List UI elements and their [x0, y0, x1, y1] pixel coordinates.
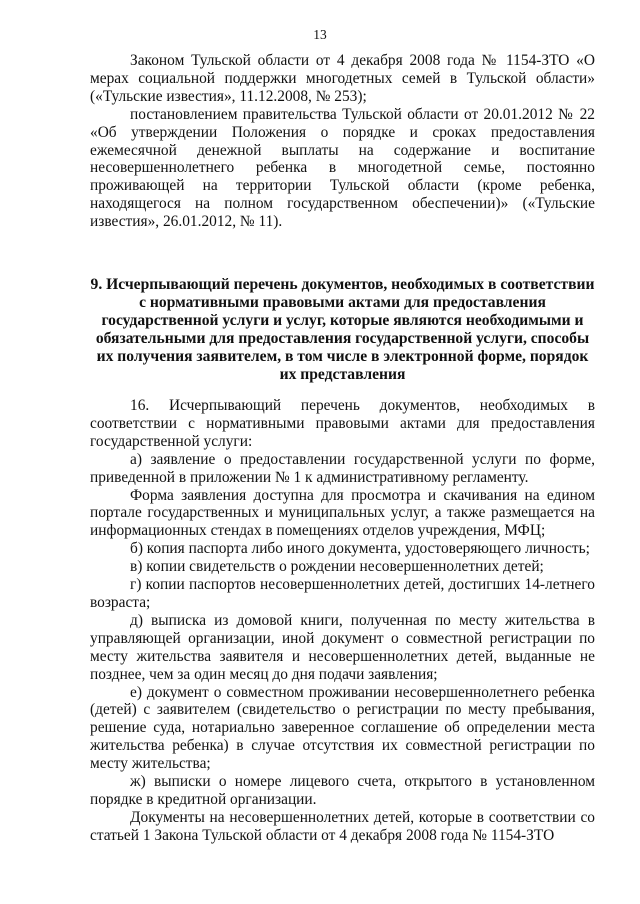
paragraph-item-b: б) копия паспорта либо иного документа, удостоверяющего личность; — [130, 540, 590, 558]
page-number: 13 — [313, 27, 327, 42]
paragraph-item-zh: ж) выписки о номере лицевого счета, открытого в установленном порядке в кредитной организации. — [90, 773, 595, 808]
paragraph-item-d: д) выписка из домовой книги, полученная по месту жительства в управляющей организации, иной документ о совместной регистрации по месту жительства заявителя и несовершеннолетних детей, выданные не позднее, чем за один месяц до дня подачи заявления; — [90, 611, 595, 683]
paragraph-item-16: 16. Исчерпывающий перечень документов, необходимых в соответствии с нормативными правовыми актами для предоставления государственной услуги: — [90, 397, 595, 450]
paragraph-item-e: е) документ о совместном проживании несовершеннолетнего ребенка (детей) с заявителем (свидетельство о регистрации по месту пребывания, решение суда, нотариально заверенное соглашение об определении места жительства ребенка) в случае отсутствия их совместной регистрации по месту жительства; — [90, 683, 595, 773]
paragraph-law-1154: Законом Тульской области от 4 декабря 2008 года № 1154-ЗТО «О мерах социальной поддержки многодетных семей в Тульской области» («Тульские известия», 11.12.2008, № 253); — [90, 52, 595, 105]
documents-list — [90, 397, 595, 845]
paragraph-item-v: в) копии свидетельств о рождении несовершеннолетних детей; — [130, 558, 544, 576]
paragraph-item-a: а) заявление о предоставлении государственной услуги по форме, приведенной в приложении № 1 к административному регламенту. — [90, 450, 595, 486]
paragraph-resolution-22: постановлением правительства Тульской области от 20.01.2012 № 22 «Об утверждении Положения о порядке и сроках предоставления ежемесячной денежной выплаты на содержание и воспитание несовершеннолетнего ребенка в многодетной семье, постоянно проживающей на территории Тульской области (кроме ребенка, находящегося на полном государственном обеспечении)» («Тульские известия», 26.01.2012, № 11). — [90, 105, 595, 231]
paragraph-children-documents: Документы на несовершеннолетних детей, которые в соответствии со статьей 1 Закона Тульской области от 4 декабря 2008 года № 1154-ЗТО — [90, 808, 595, 844]
paragraph-item-g: г) копии паспортов несовершеннолетних детей, достигших 14-летнего возраста; — [90, 576, 595, 611]
legal-basis-list — [90, 52, 595, 231]
paragraph-form-availability: Форма заявления доступна для просмотра и скачивания на едином портале государственных и муниципальных услуг, а также размещается на информационных стендах в помещениях отделов учреждения, МФЦ; — [90, 486, 595, 540]
section-heading: 9. Исчерпывающий перечень документов, необходимых в соответствии с нормативными правовыми актами для предоставления государственной услуги и услуг, которые являются необходимыми и обязательными для предоставления государственной услуги, способы их получения заявителем, в том числе в электронной форме, порядок их представления — [90, 276, 595, 383]
